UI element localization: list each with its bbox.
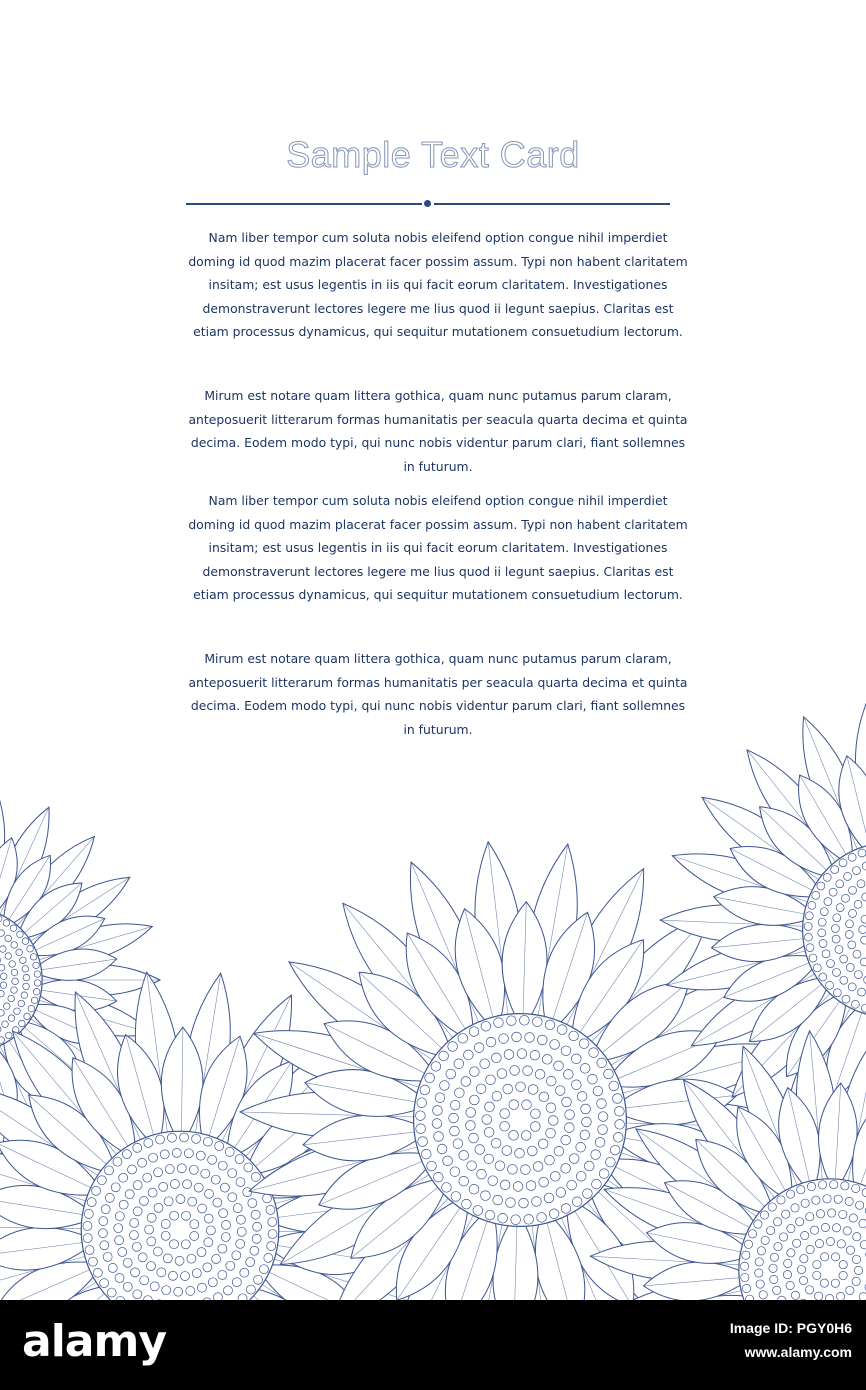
image-id-label: Image ID: PGY0H6 <box>729 1320 852 1336</box>
divider-dot <box>424 200 431 207</box>
sunflower-illustration <box>0 680 866 1300</box>
body-paragraph-4: Mirum est notare quam littera gothica, quam nunc putamus parum claram, anteposuerit litterarum formas humanitatis per seacula quarta decima et quinta decima. Eodem modo typi, qui nunc nobis videntur parum clari, fiant sollemnes in futurum. <box>188 651 688 737</box>
divider-line-left <box>186 203 422 205</box>
title-divider <box>186 198 670 210</box>
body-paragraph-2: Mirum est notare quam littera gothica, quam nunc putamus parum claram, anteposuerit litterarum formas humanitatis per seacula quarta decima et quinta decima. Eodem modo typi, qui nunc nobis videntur parum clari, fiant sollemnes in futurum. <box>188 388 688 474</box>
body-paragraph-3: Nam liber tempor cum soluta nobis eleifend option congue nihil imperdiet doming id quod mazim placerat facer possim assum. Typi non habent claritatem insitam; est usus legentis in iis qui facit eorum claritatem. Investigationes demonstraverunt lectores legere me lius quod ii legunt saepius. Claritas est etiam processus dynamicus, qui sequitur mutationem consuetudium lectorum. <box>188 493 688 603</box>
alamy-logo: alamy <box>22 1316 166 1367</box>
divider-line-right <box>434 203 670 205</box>
seed-head <box>414 1014 627 1227</box>
body-paragraph-1: Nam liber tempor cum soluta nobis eleifend option congue nihil imperdiet doming id quod mazim placerat facer possim assum. Typi non habent claritatem insitam; est usus legentis in iis qui facit eorum claritatem. Investigationes demonstraverunt lectores legere me lius quod ii legunt saepius. Claritas est etiam processus dynamicus, qui sequitur mutationem consuetudium lectorum. <box>188 230 688 340</box>
card-title: Sample Text Card <box>286 134 580 175</box>
site-url: www.alamy.com <box>744 1344 852 1360</box>
watermark-footer <box>0 1300 866 1390</box>
